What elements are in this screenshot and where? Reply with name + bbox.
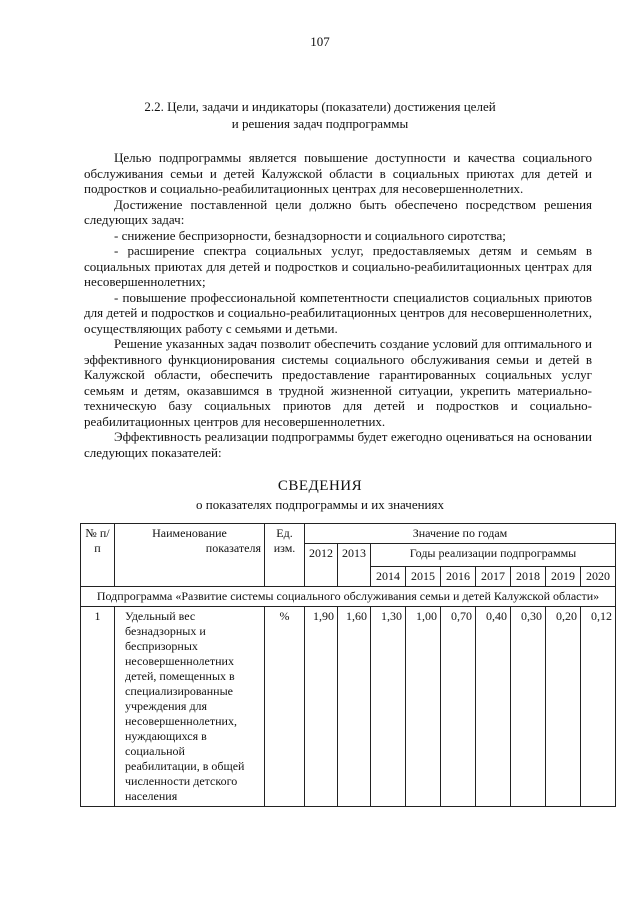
value-2018: 0,30 (511, 607, 546, 807)
solution-paragraph: Решение указанных задач позволит обеспечить создание условий для оптимального и эффективного функционирования системы социального обслуживания семьи и детей в Калужской области, обеспечить предоставление гарантированных социальных услуг семьям и детям, оказавшимся в трудной жизненной ситуации, укрепить материально-техническую базу социальных приютов для детей и подростков и социально-реабилитационных центров для несовершеннолетних. (84, 336, 592, 429)
tasks-intro-paragraph: Достижение поставленной цели должно быть обеспечено посредством решения следующих задач: (84, 196, 592, 227)
header-unit: Ед. изм. (265, 524, 305, 587)
task-item-2: - расширение спектра социальных услуг, предоставляемых детям и семьям в социальных приютах для детей и подростков и социально-реабилитационных центрах для несовершеннолетних; (84, 243, 592, 289)
effectiveness-paragraph: Эффективность реализации подпрограммы будет ежегодно оцениваться на основании следующих показателей: (84, 429, 592, 460)
year-2019: 2019 (546, 567, 581, 587)
value-2014: 1,30 (371, 607, 406, 807)
section-heading (0, 98, 640, 132)
task-item-3: - повышение профессиональной компетентности специалистов социальных приютов для детей и подростков и социально-реабилитационных центров для несовершеннолетних, осуществляющих работу с семьями и детьми. (84, 289, 592, 336)
section-heading-line-1: 2.2. Цели, задачи и индикаторы (показатели) достижения целей (144, 99, 496, 114)
year-2013: 2013 (338, 544, 371, 587)
body-text (84, 150, 592, 460)
value-2012: 1,90 (305, 607, 338, 807)
year-2016: 2016 (441, 567, 476, 587)
svedenia-title: СВЕДЕНИЯ (277, 478, 363, 494)
year-2020: 2020 (581, 567, 616, 587)
row-indicator-name: Удельный вес безнадзорных и беспризорных несовершеннолетних детей, помещенных в специализированные учреждения для несовершеннолетних, нуждающихся в социальной реабилитации, в общей численности детского населения (115, 607, 265, 807)
header-implementation-years: Годы реализации подпрограммы (371, 544, 616, 567)
task-item-1: - снижение беспризорности, безнадзорности и социального сиротства; (114, 227, 506, 243)
goal-paragraph: Целью подпрограммы является повышение доступности и качества социального обслуживания семьи и детей Калужской области в социальных приютах для детей и подростков и социально-реабилитационных центрах для несовершеннолетних. (84, 150, 592, 196)
value-2016: 0,70 (441, 607, 476, 807)
row-number: 1 (81, 607, 115, 807)
table-row (81, 607, 616, 807)
section-heading-line-2: и решения задач подпрограммы (231, 116, 409, 131)
header-name-line-1: Наименование (152, 526, 227, 540)
year-2014: 2014 (371, 567, 406, 587)
value-2013: 1,60 (338, 607, 371, 807)
year-2015: 2015 (406, 567, 441, 587)
value-2020: 0,12 (581, 607, 616, 807)
year-2012: 2012 (305, 544, 338, 587)
row-unit: % (265, 607, 305, 807)
svedenia-subtitle: о показателях подпрограммы и их значениях (196, 497, 444, 512)
header-name (115, 524, 265, 587)
year-2017: 2017 (476, 567, 511, 587)
header-number: № п/п (81, 524, 115, 587)
value-2017: 0,40 (476, 607, 511, 807)
subprogram-title-row: Подпрограмма «Развитие системы социального обслуживания семьи и детей Калужской области» (81, 587, 616, 607)
year-2018: 2018 (511, 567, 546, 587)
indicators-table (80, 523, 616, 807)
svedenia-heading (0, 478, 640, 513)
header-values-by-year: Значение по годам (305, 524, 616, 544)
header-name-line-2: показателя (205, 541, 261, 555)
value-2019: 0,20 (546, 607, 581, 807)
page-number: 107 (310, 34, 330, 49)
value-2015: 1,00 (406, 607, 441, 807)
